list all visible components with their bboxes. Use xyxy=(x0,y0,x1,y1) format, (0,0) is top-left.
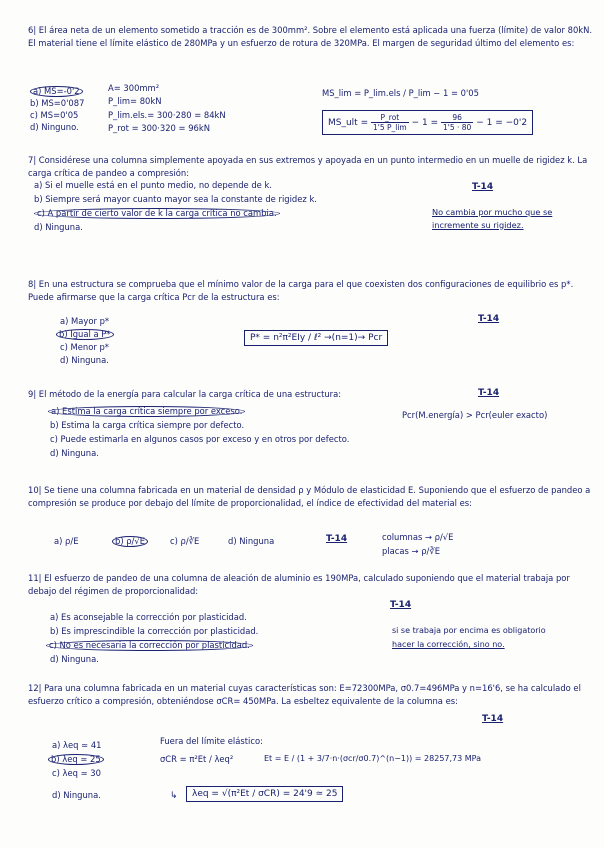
q6-formula-ms-ult: MS_ult = $\frac{\text{P\_rot}}{1'5 P\_\lim}$ − 1 = $\frac{96}{1'5 \cdot 80}$ − 1 = −0'2 xyxy=(322,110,533,135)
q7-option-b: b) Siempre será mayor cuanto mayor sea la constante de rigidez k. xyxy=(34,194,317,204)
q10-option-b: b) ρ/√E xyxy=(112,536,148,547)
q8-option-b: b) Igual a P* xyxy=(56,329,114,340)
q7-option-c: c) A partir de cierto valor de k la carga crítica no cambia. xyxy=(34,208,280,219)
q12-topic-tag: T-14 xyxy=(482,714,504,724)
q6-option-d: d) Ninguno. xyxy=(30,122,79,132)
q10-option-c: c) ρ/∛E xyxy=(170,536,200,546)
q6-note-area: A= 300mm² xyxy=(108,83,160,93)
question-8 xyxy=(28,278,594,303)
q12-option-d: d) Ninguna. xyxy=(52,790,101,800)
q10-topic-tag: T-14 xyxy=(326,534,348,544)
q12-formula-et: Et = E / (1 + 3/7·n·(σcr/σ0.7)^(n−1)) = 28257,73 MPa xyxy=(264,754,482,763)
q11-note-2: hacer la corrección, sino no. xyxy=(392,640,505,649)
q11-option-b: b) Es imprescindible la corrección por plasticidad. xyxy=(50,626,259,636)
question-11 xyxy=(28,572,594,597)
q12-option-b: b) λeq ≃ 25 xyxy=(48,754,104,765)
q9-topic-tag: T-14 xyxy=(478,388,500,398)
q6-option-a: a) MS=-0'2 xyxy=(30,86,83,97)
q6-note-pels: P_lim.els.= 300·280 = 84kN xyxy=(108,110,226,120)
q6-formula-ms-lim: MS_lim = P_lim.els / P_lim − 1 = 0'05 xyxy=(322,88,479,98)
q12-option-a: a) λeq ≃ 41 xyxy=(52,740,102,750)
question-6 xyxy=(28,24,594,49)
question-12-text: 12| Para una columna fabricada en un material cuyas características son: E=72300MPa, σ0.7=496MPa y n=16'6, se ha calculado el esfuerzo crítico a compresión, obteniéndose σCR= 450MPa. La esbeltez equivalente de la columna es: xyxy=(28,683,581,706)
q8-formula: P* = n²π²EIy / ℓ² →(n=1)→ Pcr xyxy=(244,330,388,346)
q12-note: Fuera del límite elástico: xyxy=(160,736,263,746)
q7-topic-tag: T-14 xyxy=(472,182,494,192)
q7-option-a: a) Si el muelle está en el punto medio, no depende de k. xyxy=(34,180,272,190)
q9-note: Pcr(M.energía) > Pcr(euler exacto) xyxy=(402,410,548,420)
question-6-text: 6| El área neta de un elemento sometido a tracción es de 300mm². Sobre el elemento está aplicada una fuerza (límite) de valor 80kN. El material tiene el límite elástico de 280MPa y un esfuerzo de rotura de 320MPa. El margen de seguridad último del elemento es: xyxy=(28,25,593,48)
q9-option-b: b) Estima la carga crítica siempre por defecto. xyxy=(50,420,245,430)
question-12 xyxy=(28,682,594,707)
question-11-text: 11| El esfuerzo de pandeo de una columna de aleación de aluminio es 190MPa, calculado suponiendo que el material trabaja por debajo del régimen de proporcionalidad: xyxy=(28,573,570,596)
q12-formula-sigma: σCR = π²Et / λeq² xyxy=(160,754,234,764)
q11-option-a: a) Es aconsejable la corrección por plasticidad. xyxy=(50,612,247,622)
q9-option-a: a) Estima la carga crítica siempre por exceso. xyxy=(48,406,245,417)
question-10-text: 10| Se tiene una columna fabricada en un material de densidad ρ y Módulo de elasticidad E. Suponiendo que el esfuerzo de pandeo a compresión se produce por debajo del límite de proporcionalidad, el índice de efectividad del material es: xyxy=(28,485,591,508)
q11-note-1: si se trabaja por encima es obligatorio xyxy=(392,626,546,635)
q6-option-b: b) MS=0'087 xyxy=(30,98,85,108)
question-8-text: 8| En una estructura se comprueba que el mínimo valor de la carga para el que coexisten dos configuraciones de equilibrio es p*. Puede afirmarse que la carga crítica Pcr de la estructura es: xyxy=(28,279,574,302)
q8-option-a: a) Mayor p* xyxy=(60,316,110,326)
q9-option-d: d) Ninguna. xyxy=(50,448,99,458)
q10-option-a: a) ρ/E xyxy=(54,536,79,546)
question-7-text: 7| Considérese una columna simplemente apoyada en sus extremos y apoyada en un punto intermedio en un muelle de rigidez k. La carga crítica de pandeo a compresión: xyxy=(28,155,588,178)
q9-option-c: c) Puede estimarla en algunos casos por exceso y en otros por defecto. xyxy=(50,434,350,444)
q6-note-prot: P_rot = 300·320 = 96kN xyxy=(108,123,210,133)
question-10 xyxy=(28,484,594,509)
q11-option-d: d) Ninguna. xyxy=(50,654,99,664)
q8-topic-tag: T-14 xyxy=(478,314,500,324)
q6-note-plim: P_lim= 80kN xyxy=(108,96,162,106)
q8-option-d: d) Ninguna. xyxy=(60,355,109,365)
q6-option-c: c) MS=0'05 xyxy=(30,110,79,120)
q7-option-d: d) Ninguna. xyxy=(34,222,83,232)
question-9 xyxy=(28,388,594,401)
question-9-text: 9| El método de la energía para calcular la carga crítica de una estructura: xyxy=(28,389,342,399)
q10-option-d: d) Ninguna xyxy=(228,536,275,546)
q12-formula-lambda: λeq = √(π²Et / σCR) = 24'9 ≃ 25 xyxy=(186,786,343,802)
q12-option-c: c) λeq ≃ 30 xyxy=(52,768,101,778)
q7-note: No cambia por mucho que se incremente su rigidez. xyxy=(432,207,553,230)
q12-arrow: ↳ xyxy=(170,791,178,801)
q11-option-c: c) No es necesaria la corrección por plasticidad. xyxy=(46,640,253,651)
q8-option-c: c) Menor p* xyxy=(60,342,109,352)
q10-note-columns: columnas → ρ/√E xyxy=(382,532,454,542)
question-7 xyxy=(28,154,594,179)
q10-note-plates: placas → ρ/∛E xyxy=(382,546,440,556)
q11-topic-tag: T-14 xyxy=(390,600,412,610)
